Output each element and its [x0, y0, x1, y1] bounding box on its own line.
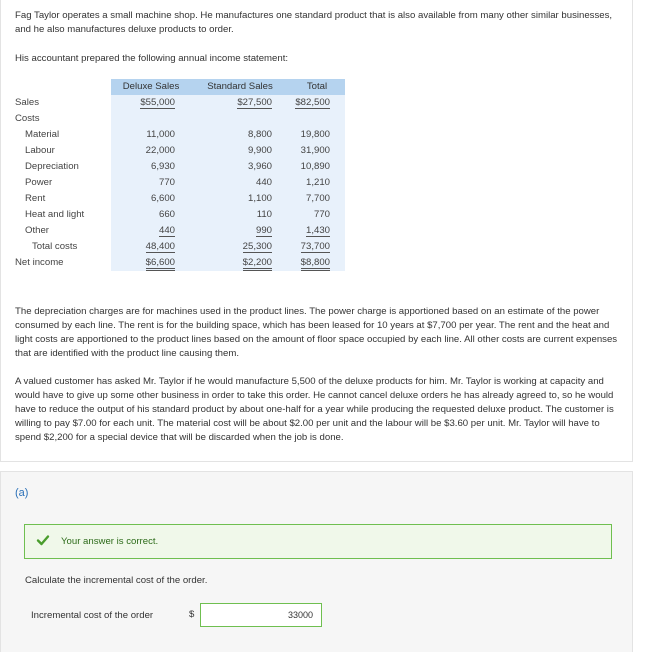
cell: $55,000 — [140, 97, 175, 108]
cell: 31,900 — [300, 145, 330, 156]
cell: 6,600 — [150, 193, 175, 204]
cell: $6,600 — [146, 257, 175, 271]
cell: 8,800 — [247, 129, 272, 140]
feedback-text: Your answer is correct. — [61, 536, 159, 547]
depreciation-note: The depreciation charges are for machines used in the product lines. The power charge is apportioned based on an estimate of the power consumed by each line. The rent is for the building space, which has been leased for 10 years at $7,700 per year. The rent and the heat and light costs are apportioned to the product lines based on the amount of floor space occupied by each line. All other costs are current expenses that are identified with the product line causing them. — [15, 306, 618, 359]
cell: 10,890 — [300, 161, 330, 172]
row-label: Labour — [25, 145, 55, 156]
table-row — [15, 127, 345, 143]
row-label: Net income — [15, 257, 64, 268]
cell: 1,430 — [305, 225, 330, 236]
cell: 22,000 — [145, 145, 175, 156]
cell: 11,000 — [146, 129, 175, 140]
row-label: Depreciation — [25, 161, 79, 172]
cell: 660 — [158, 209, 175, 220]
cell: 1,100 — [247, 193, 272, 204]
cell: $82,500 — [295, 97, 330, 108]
row-label: Other — [25, 225, 49, 236]
table-header-row — [15, 79, 345, 95]
table-row — [15, 223, 345, 239]
cell: 110 — [256, 209, 272, 220]
cell: 7,700 — [305, 193, 330, 204]
sales-row — [15, 95, 345, 111]
table-row — [15, 175, 345, 191]
row-label: Sales — [15, 97, 39, 108]
table-row — [15, 159, 345, 175]
cell: 3,960 — [247, 161, 272, 172]
header-total: Total — [289, 79, 345, 95]
row-label: Rent — [25, 193, 46, 204]
cell: 19,800 — [300, 129, 330, 140]
cell: 770 — [158, 177, 175, 188]
cell: 48,400 — [145, 241, 175, 252]
row-label: Total costs — [32, 241, 78, 252]
part-a-panel — [0, 471, 633, 652]
costs-row — [15, 111, 345, 127]
checkmark-icon — [36, 533, 50, 547]
customer-note: A valued customer has asked Mr. Taylor if he would manufacture 5,500 of the deluxe products for him. Mr. Taylor is working at capacity and would have to give up some other business in order to take this order. He cannot cancel deluxe orders he has already agreed to, so he would have to reduce the output of his standard product by about one-half for a year while producing the requested deluxe product. The customer is willing to pay $7.00 for each unit. The material cost will be about $2.00 per unit and the labour will be $3.60 per unit. Mr. Taylor will have to spend $2,200 for a special device that will be discarded when the job is done. — [15, 376, 614, 443]
cell: 990 — [255, 225, 272, 236]
cell: 440 — [158, 225, 175, 236]
income-statement-table — [15, 79, 345, 271]
cell: $8,800 — [301, 257, 330, 271]
table-row — [15, 191, 345, 207]
net-income-row — [15, 255, 345, 271]
correct-feedback-box — [24, 524, 612, 559]
incremental-cost-input[interactable]: 33000 — [200, 603, 322, 627]
table-row — [15, 207, 345, 223]
cell: 9,900 — [247, 145, 272, 156]
part-label: (a) — [15, 487, 29, 499]
row-label: Power — [25, 177, 53, 188]
cell: 25,300 — [242, 241, 272, 252]
intro-text: Fag Taylor operates a small machine shop. He manufactures one standard product that is also available from many other similar businesses, and he also manufactures deluxe products to order. — [15, 10, 613, 35]
cell: 6,930 — [150, 161, 175, 172]
cell: $27,500 — [237, 97, 272, 108]
row-label: Heat and light — [25, 209, 85, 220]
table-row — [15, 143, 345, 159]
row-label: Costs — [15, 113, 40, 124]
row-label: Material — [25, 129, 60, 140]
total-costs-row — [15, 239, 345, 255]
cell: $2,200 — [243, 257, 272, 271]
cell: 770 — [313, 209, 330, 220]
cell: 440 — [255, 177, 272, 188]
header-standard: Standard Sales — [191, 79, 289, 95]
currency-symbol: $ — [189, 609, 195, 620]
accountant-text: His accountant prepared the following annual income statement: — [15, 53, 289, 64]
header-deluxe: Deluxe Sales — [111, 79, 191, 95]
question-text: Calculate the incremental cost of the order. — [25, 575, 208, 586]
cell: 73,700 — [300, 241, 330, 252]
cell: 1,210 — [305, 177, 330, 188]
answer-label: Incremental cost of the order — [31, 610, 154, 621]
